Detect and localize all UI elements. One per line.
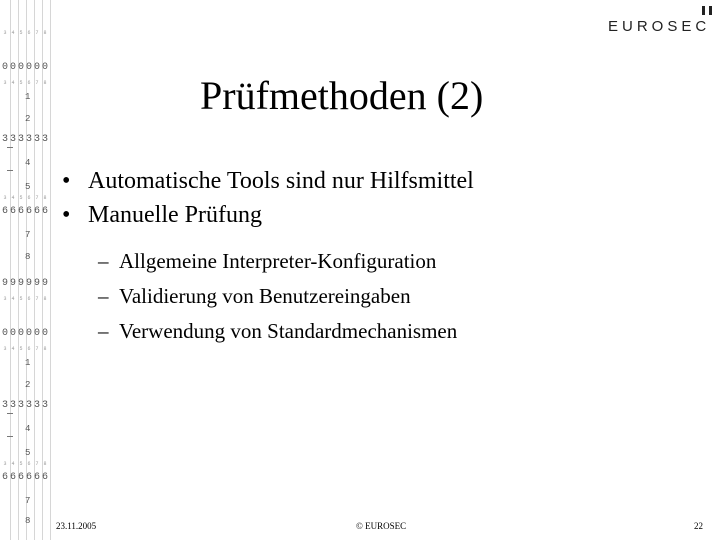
bullet-text: Automatische Tools sind nur Hilfsmittel [88, 168, 474, 194]
dash-icon: – [98, 284, 109, 308]
dash-icon: – [98, 249, 109, 273]
logo-bars-icon [702, 6, 712, 15]
sub-bullet-text: Verwendung von Standardmechanismen [119, 319, 458, 343]
dash-icon: – [98, 319, 109, 343]
bullet-item [62, 164, 702, 198]
logo-text: EUROSEC [608, 18, 711, 35]
bullet-icon: • [62, 202, 71, 228]
sub-bullet-text: Allgemeine Interpreter-Konfiguration [119, 249, 437, 273]
sub-bullet-item [62, 314, 702, 349]
sub-bullet-item [62, 244, 702, 279]
decorative-binary-strip: 3 4 5 6 7 8 0 0 0 0 0 0 3 4 5 6 7 8 1 2 3 3 3 3 3 3 4 5 3 4 5 6 7 8 6 6 6 6 6 6 7 8 9 9 9 9 9 9 3 4 5 6 7 8 0 0 0 0 0 0 3 4 5 6 7 8 1 2 3 3 3 3 3 3 4 5 3 4 5 6 7 8 6 6 6 6 6 6 7 8 [0, 0, 58, 540]
sub-bullet-list [62, 244, 702, 349]
page-number: 22 [694, 521, 703, 531]
footer-copyright: © EUROSEC [356, 521, 407, 531]
footer-date: 23.11.2005 [56, 521, 97, 531]
eurosec-logo [608, 4, 714, 38]
slide-title: Prüfmethoden (2) [200, 73, 484, 118]
sub-bullet-item [62, 279, 702, 314]
bullet-item [62, 198, 702, 232]
sub-bullet-text: Validierung von Benutzereingaben [119, 284, 411, 308]
bullet-icon: • [62, 168, 71, 194]
bullet-list [62, 164, 702, 349]
bullet-text: Manuelle Prüfung [88, 202, 262, 228]
